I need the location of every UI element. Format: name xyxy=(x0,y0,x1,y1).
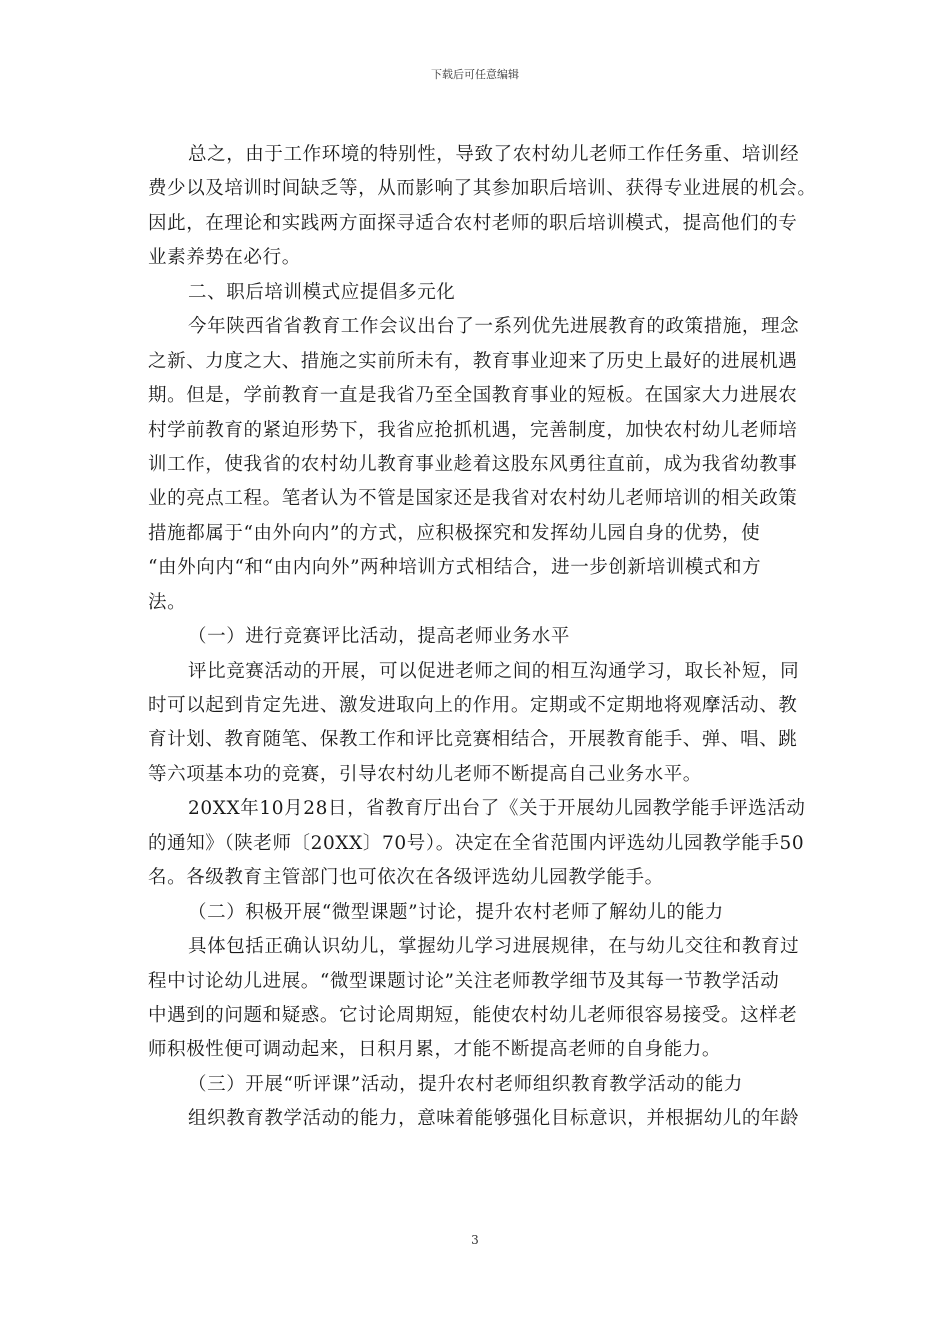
paragraph-line: 训工作，使我省的农村幼儿教育事业趁着这股东风勇往直前，成为我省幼教事 xyxy=(148,453,798,475)
paragraph-line: 评比竞赛活动的开展，可以促进老师之间的相互沟通学习，取长补短，同 xyxy=(188,660,800,682)
subsection-heading: （一）进行竞赛评比活动，提高老师业务水平 xyxy=(188,626,571,648)
paragraph-line: 法。 xyxy=(148,591,187,613)
page-number: 3 xyxy=(471,1233,479,1247)
paragraph-line: 今年陕西省省教育工作会议出台了一系列优先进展教育的政策措施，理念 xyxy=(188,316,800,338)
paragraph-line: 程中讨论幼儿进展。“微型课题讨论”关注老师教学细节及其每一节教学活动 xyxy=(148,970,780,992)
paragraph-line: 等六项基本功的竞赛，引导农村幼儿老师不断提高自己业务水平。 xyxy=(148,763,702,785)
paragraph-line: “由外向内“和“由内向外”两种培训方式相结合，进一步创新培训模式和方 xyxy=(148,557,762,579)
subsection-heading: （二）积极开展“微型课题”讨论，提升农村老师了解幼儿的能力 xyxy=(188,901,724,923)
paragraph-line: 育计划、教育随笔、保教工作和评比竞赛相结合，开展教育能手、弹、唱、跳 xyxy=(148,729,798,751)
paragraph-line: 之新、力度之大、措施之实前所未有，教育事业迎来了历史上最好的进展机遇 xyxy=(148,350,798,372)
paragraph-line: 村学前教育的紧迫形势下，我省应抢抓机遇，完善制度，加快农村幼儿老师培 xyxy=(148,419,798,441)
document-body xyxy=(148,138,817,1137)
subsection-heading: （三）开展“听评课”活动，提升农村老师组织教育教学活动的能力 xyxy=(188,1073,743,1095)
paragraph-line: 费少以及培训时间缺乏等，从而影响了其参加职后培训、获得专业进展的机会。 xyxy=(148,178,817,200)
paragraph-line: 因此，在理论和实践两方面探寻适合农村老师的职后培训模式，提高他们的专 xyxy=(148,212,798,234)
paragraph-line: 业素养势在必行。 xyxy=(148,247,301,269)
paragraph-line: 师积极性便可调动起来，日积月累，才能不断提高老师的自身能力。 xyxy=(148,1039,722,1061)
page-header: 下载后可任意编辑 xyxy=(431,68,519,81)
paragraph-line: 总之，由于工作环境的特别性，导致了农村幼儿老师工作任务重、培训经 xyxy=(188,144,800,165)
paragraph-line: 具体包括正确认识幼儿，掌握幼儿学习进展规律，在与幼儿交往和教育过 xyxy=(188,936,800,958)
section-heading: 二、职后培训模式应提倡多元化 xyxy=(188,281,456,303)
paragraph-line: 中遇到的问题和疑惑。它讨论周期短，能使农村幼儿老师很容易接受。这样老 xyxy=(148,1004,798,1026)
paragraph-line: 20XX年10月28日，省教育厅出台了《关于开展幼儿园教学能手评选活动 xyxy=(188,798,806,820)
paragraph-line: 措施都属于“由外向内”的方式，应积极探究和发挥幼儿园自身的优势，使 xyxy=(148,522,761,544)
paragraph-line: 业的亮点工程。笔者认为不管是国家还是我省对农村幼儿老师培训的相关政策 xyxy=(148,488,798,510)
paragraph-line: 名。各级教育主管部门也可依次在各级评选幼儿园教学能手。 xyxy=(148,867,664,889)
paragraph-line: 组织教育教学活动的能力，意味着能够强化目标意识，并根据幼儿的年龄 xyxy=(188,1108,800,1130)
paragraph-line: 时可以起到肯定先进、激发进取向上的作用。定期或不定期地将观摩活动、教 xyxy=(148,695,798,716)
paragraph-line: 期。但是，学前教育一直是我省乃至全国教育事业的短板。在国家大力进展农 xyxy=(148,385,798,407)
paragraph-line: 的通知》（陕老师〔20XX〕70号）。决定在全省范围内评选幼儿园教学能手50 xyxy=(148,832,805,854)
